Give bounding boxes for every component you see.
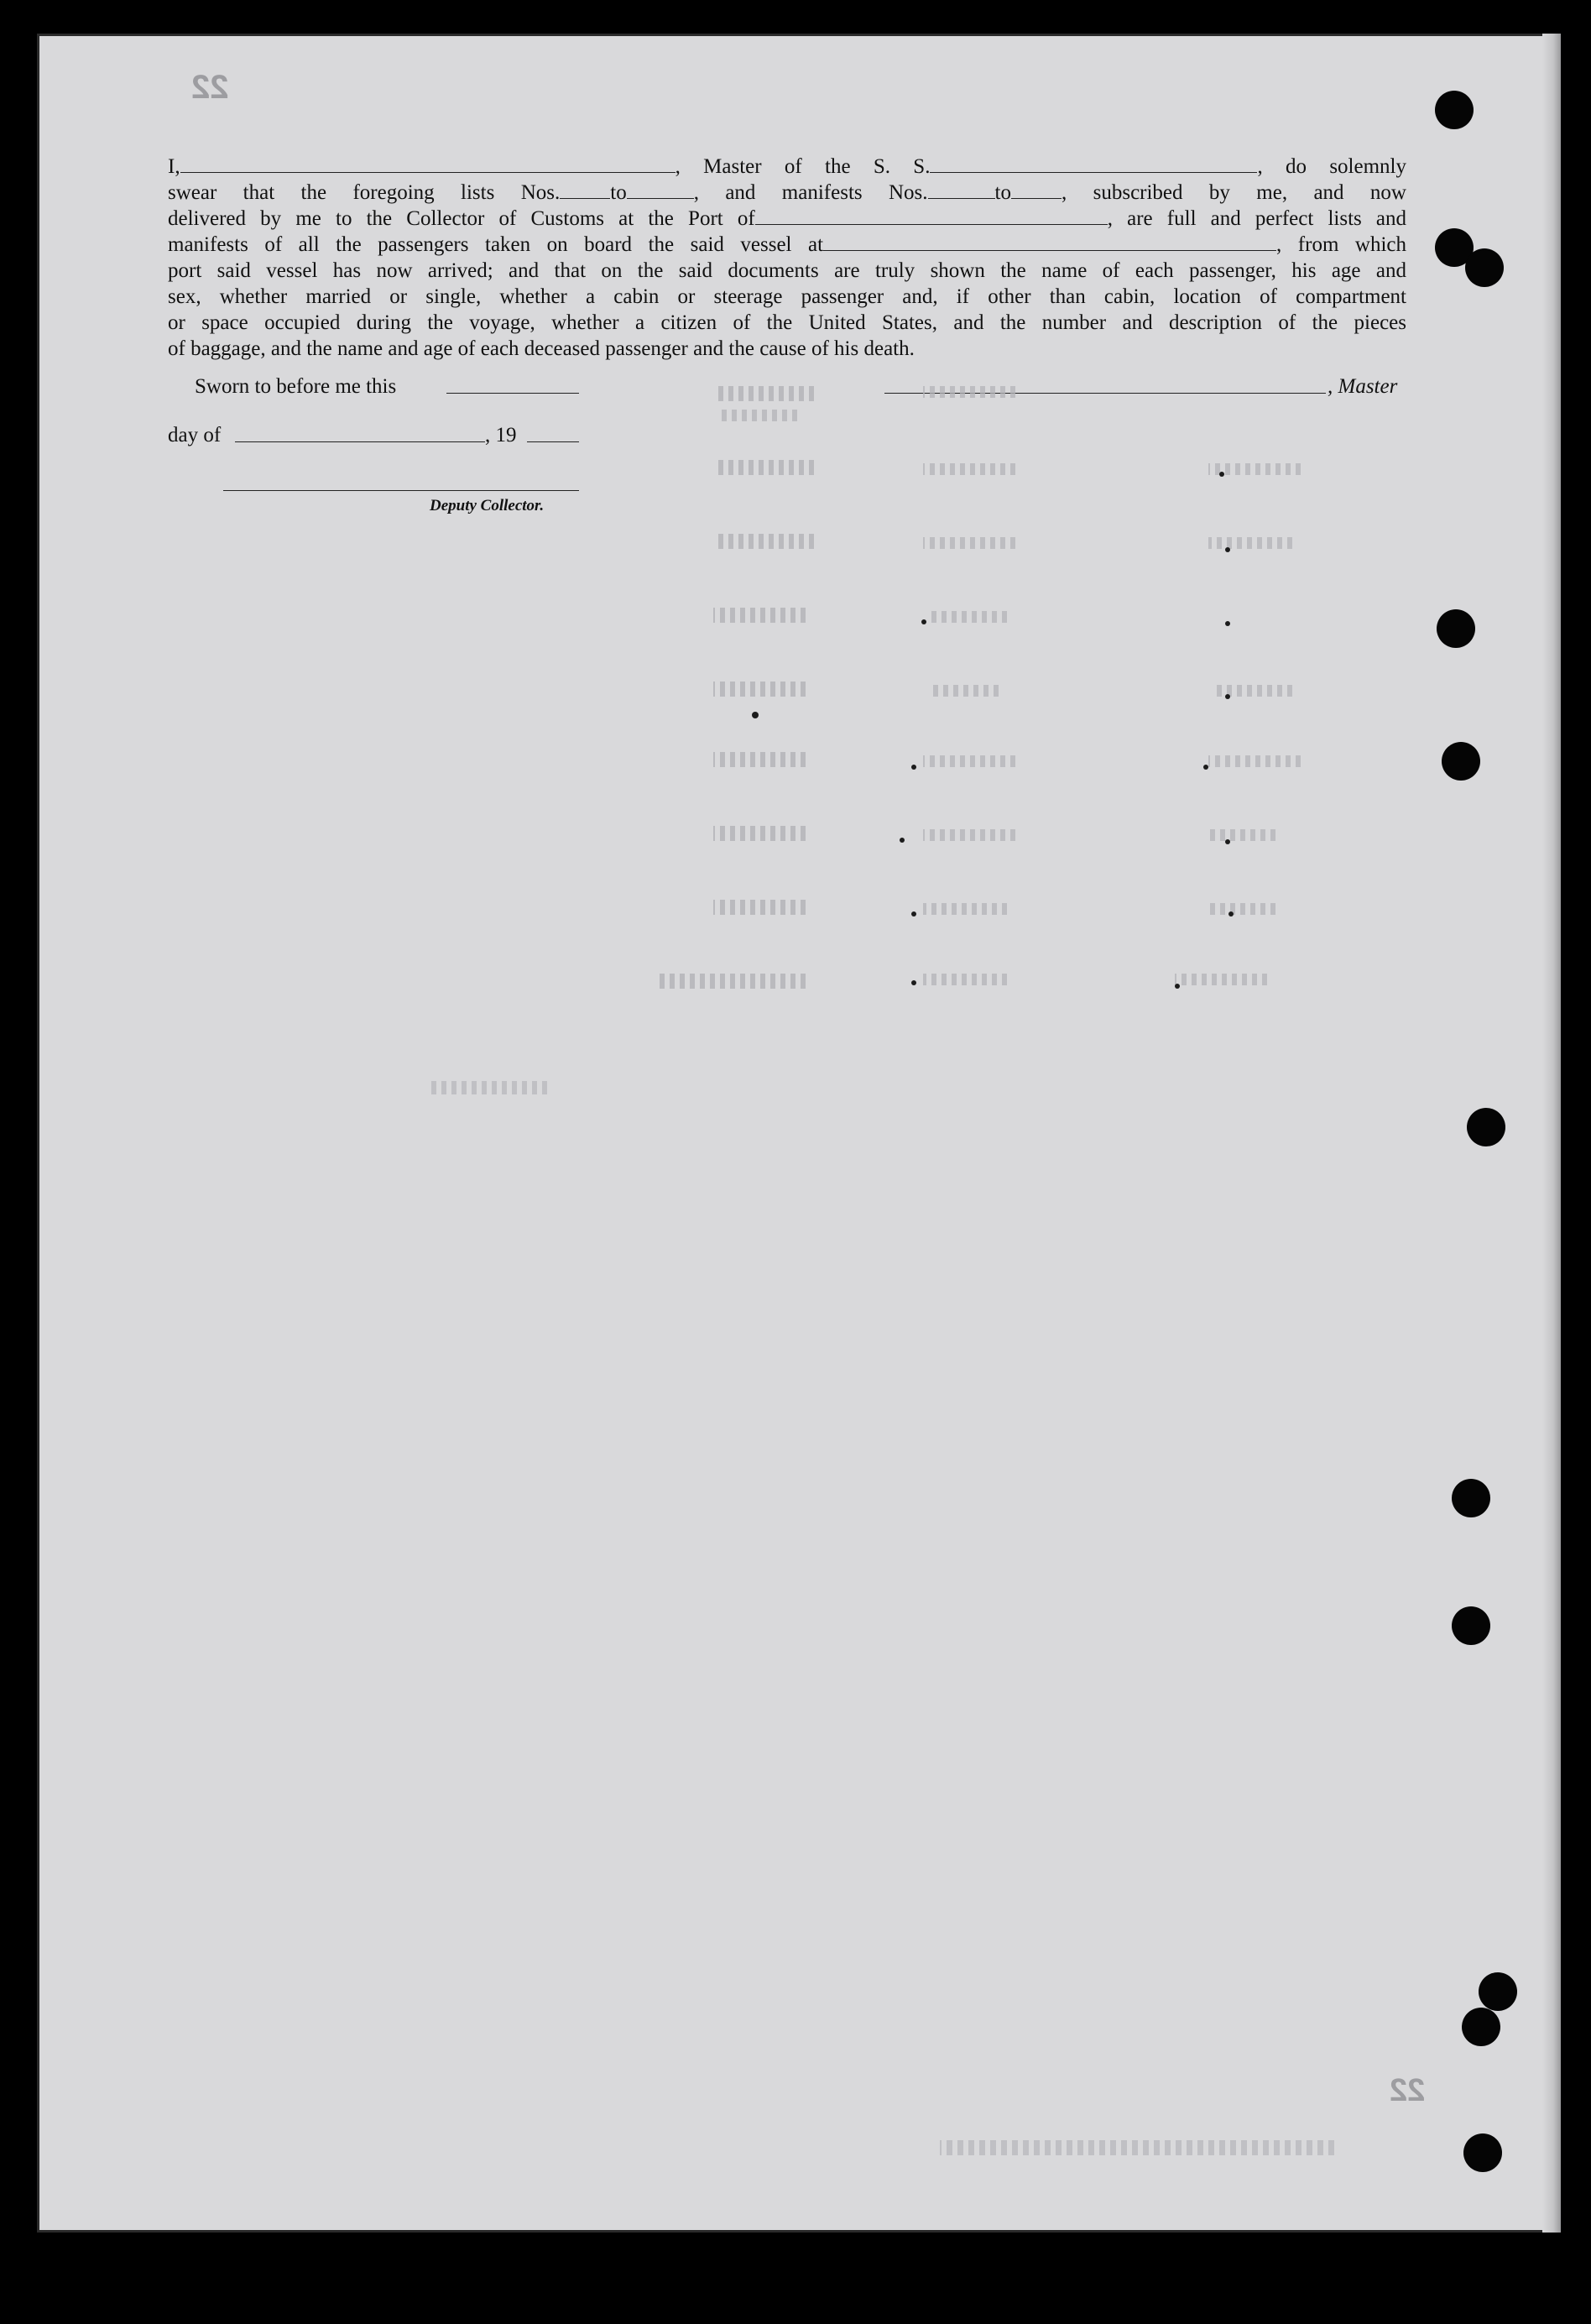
manifests-to-blank [1011,183,1062,199]
oath-text: swear that the foregoing lists Nos. [168,181,561,204]
oath-line-3 [168,206,1406,232]
oath-text: I, [168,155,180,178]
lists-to-blank [627,183,694,199]
sworn-date-blank [446,393,579,394]
oath-paragraph [168,154,1406,362]
day-of-blank [235,441,485,442]
sworn-text: Sworn to before me this [195,375,397,398]
ink-speck [1225,547,1230,552]
oath-text: delivered by me to the Collector of Customs at the Port of [168,207,755,230]
oath-text: , from which [1276,233,1406,256]
year-prefix-text: , 19 [485,424,517,447]
scan-edge [1542,34,1561,2233]
ink-speck [1203,765,1208,770]
oath-text: , and manifests Nos. [693,181,928,204]
ink-speck [1225,839,1230,844]
oath-text: to [610,181,627,204]
vessel-name-blank [930,157,1257,173]
oath-text: , are full and perfect lists and [1107,207,1407,230]
ink-speck [921,619,926,624]
ink-speck [1219,472,1224,477]
year-blank [527,441,579,442]
ink-speck [752,712,759,718]
oath-text: , subscribed by me, and now [1061,181,1406,204]
oath-text: , do solemnly [1257,155,1406,178]
ink-speck [1225,621,1230,626]
departure-port-blank [823,235,1276,251]
oath-line-6: sex, whether married or single, whether a cabin or steerage passenger and, if other than cabin, location of compartment [168,285,1406,308]
ink-speck [1225,694,1230,699]
oath-line-5: port said vessel has now arrived; and that on the said documents are truly shown the name of each passenger, his age and [168,259,1406,282]
oath-line-1 [168,154,1406,180]
punch-hole [1465,248,1504,287]
punch-hole [1442,742,1480,781]
page-number-bottom: 22 [1390,2073,1426,2108]
punch-hole [1435,91,1474,129]
oath-line-4 [168,232,1406,258]
punch-hole [1479,1972,1517,2011]
port-blank [755,209,1108,225]
punch-hole [1463,2133,1502,2172]
deputy-collector-label: Deputy Collector. [430,497,545,514]
punch-hole [1462,2008,1500,2046]
ink-speck [911,980,916,985]
oath-text: , Master of the S. S. [675,155,931,178]
ink-speck [911,765,916,770]
day-of-text: day of [168,424,222,447]
oath-line-8: of baggage, and the name and age of each deceased passenger and the cause of his death. [168,337,915,360]
oath-line-2 [168,180,1406,206]
page-number-top: 22 [191,69,229,106]
ink-speck [1175,984,1180,989]
manifests-from-blank [928,183,995,199]
oath-text: manifests of all the passengers taken on board the said vessel at [168,233,824,256]
deputy-signature-line [223,490,579,491]
document-page [37,34,1561,2233]
master-name-blank [180,157,676,173]
punch-hole [1467,1108,1505,1146]
lists-from-blank [560,183,610,199]
punch-hole [1452,1606,1490,1645]
ink-speck [1228,911,1234,917]
master-label: , Master [1328,375,1398,398]
ink-speck [911,911,916,917]
oath-text: to [994,181,1011,204]
ink-speck [900,838,905,843]
punch-hole [1437,609,1475,648]
punch-hole [1452,1479,1490,1517]
oath-line-7: or space occupied during the voyage, whether a citizen of the United States, and the number and description of the pieces [168,311,1406,334]
